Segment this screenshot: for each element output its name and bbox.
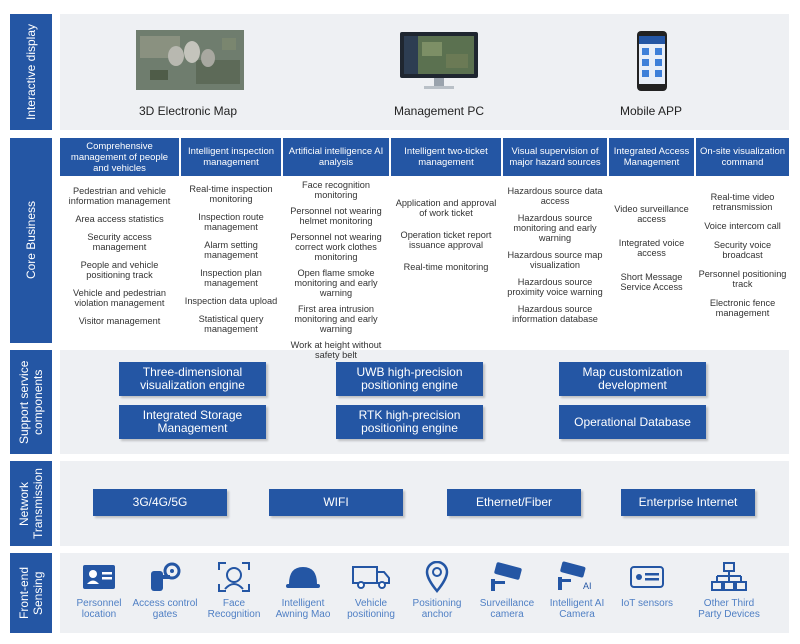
core-item: Statistical query management	[198, 314, 264, 334]
iot-tag-icon	[629, 565, 665, 589]
sensing-label: Surveillance camera	[479, 598, 535, 620]
core-item: Inspection route management	[198, 212, 264, 232]
core-item: First area intrusion monitoring and early warning	[294, 304, 378, 334]
core-column	[181, 138, 281, 343]
sensing-label: Intelligent AI Camera	[549, 598, 605, 620]
section-core	[10, 138, 52, 343]
section-interactive	[10, 14, 52, 130]
svg-text:AI: AI	[583, 581, 592, 591]
section-sensing	[10, 553, 52, 633]
sensing-device	[612, 560, 682, 609]
core-item: Voice intercom call	[704, 221, 781, 231]
support-component: RTK high-precision positioning engine	[336, 405, 483, 439]
core-column	[696, 138, 789, 343]
truck-icon	[351, 564, 391, 590]
sensing-label: IoT sensors	[620, 598, 674, 609]
network-option: 3G/4G/5G	[93, 489, 227, 516]
core-item: Real-time monitoring	[403, 262, 489, 272]
sensing-device	[64, 560, 134, 620]
support-component: UWB high-precision positioning engine	[336, 362, 483, 396]
core-item: Video surveillance access	[614, 204, 689, 224]
core-column-title: On-site visualization command	[696, 138, 789, 176]
core-item: People and vehicle positioning track	[80, 260, 159, 280]
sensing-label: Other Third Party Devices	[698, 598, 760, 620]
sensing-device	[402, 560, 472, 620]
core-item: Hazardous source information database	[512, 304, 598, 324]
display-pc-label: Management PC	[393, 104, 485, 118]
display-map-label: 3D Electronic Map	[138, 104, 238, 118]
sensing-device	[199, 560, 269, 620]
section-label: Interactive display	[24, 23, 38, 121]
core-item: Personnel not wearing helmet monitoring	[290, 206, 382, 226]
sensing-device	[336, 560, 406, 620]
core-item: Personnel positioning track	[698, 269, 787, 289]
support-component: Map customization development	[559, 362, 706, 396]
sensing-device	[694, 560, 764, 620]
sensing-device	[268, 560, 338, 620]
ai-camera-icon	[555, 561, 599, 593]
core-item: Alarm setting management	[204, 240, 258, 260]
core-item: Vehicle and pedestrian violation management	[73, 288, 166, 308]
core-item: Electronic fence management	[709, 298, 776, 318]
sensing-label: Face Recognition	[207, 598, 261, 620]
sensing-device	[472, 560, 542, 620]
core-column-title: Artificial intelligence AI analysis	[283, 138, 389, 176]
sensing-device	[130, 560, 200, 620]
core-item: Real-time inspection monitoring	[189, 184, 273, 204]
core-column	[391, 138, 501, 343]
section-label: Support service components	[17, 360, 45, 444]
core-item: Security voice broadcast	[713, 240, 772, 260]
sensing-label: Personnel location	[76, 598, 122, 620]
support-component: Integrated Storage Management	[119, 405, 266, 439]
core-item: Pedestrian and vehicle information management	[68, 186, 171, 206]
core-column-title: Integrated Access Management	[609, 138, 694, 176]
network-option: WIFI	[269, 489, 403, 516]
network-option: Enterprise Internet	[621, 489, 755, 516]
network-tree-icon	[710, 561, 748, 593]
core-item: Visitor management	[78, 316, 161, 326]
core-column-title: Intelligent two-ticket management	[391, 138, 501, 176]
core-item: Security access management	[87, 232, 152, 252]
core-column	[60, 138, 179, 343]
core-item: Work at height without safety belt	[290, 340, 382, 360]
network-option: Ethernet/Fiber	[447, 489, 581, 516]
core-item: Application and approval of work ticket	[395, 198, 497, 218]
camera-icon	[487, 561, 527, 593]
support-component: Operational Database	[559, 405, 706, 439]
sensing-label: Vehicle positioning	[347, 598, 395, 620]
sensing-label: Positioning anchor	[412, 598, 462, 620]
mobile-app-icon	[636, 30, 668, 92]
core-column	[609, 138, 694, 343]
location-pin-icon	[423, 561, 451, 593]
core-item: Hazardous source proximity voice warning	[507, 277, 603, 297]
core-item: Area access statistics	[75, 214, 164, 224]
section-network	[10, 461, 52, 546]
section-support	[10, 350, 52, 454]
core-item: Short Message Service Access	[620, 272, 683, 292]
3d-map-image	[136, 30, 244, 90]
core-item: Inspection data upload	[184, 296, 278, 306]
section-label: Network Transmission	[17, 468, 45, 539]
access-gate-icon	[148, 561, 182, 593]
sensing-label: Intelligent Awning Mao	[275, 598, 331, 620]
core-column-title: Intelligent inspection management	[181, 138, 281, 176]
core-column	[503, 138, 607, 343]
core-item: Open flame smoke monitoring and early warning	[294, 268, 378, 298]
sensing-device	[542, 560, 612, 620]
core-column	[283, 138, 389, 360]
section-label: Core Business	[24, 201, 38, 280]
core-item: Inspection plan management	[200, 268, 262, 288]
helmet-icon	[285, 564, 321, 590]
display-mobile-label: Mobile APP	[619, 104, 683, 118]
core-item: Personnel not wearing correct work clothes monitoring	[290, 232, 382, 262]
core-item: Operation ticket report issuance approval	[400, 230, 492, 250]
core-item: Integrated voice access	[618, 238, 685, 258]
section-label: Front-end Sensing	[17, 566, 45, 620]
core-item: Hazardous source monitoring and early warning	[513, 213, 597, 243]
management-pc-icon	[398, 30, 480, 92]
core-item: Hazardous source data access	[507, 186, 603, 206]
support-component: Three-dimensional visualization engine	[119, 362, 266, 396]
core-column-title: Comprehensive management of people and vehicles	[60, 138, 179, 176]
core-item: Face recognition monitoring	[302, 180, 370, 200]
core-item: Hazardous source map visualization	[507, 250, 603, 270]
face-scan-icon	[217, 561, 251, 593]
core-item: Real-time video retransmission	[710, 192, 775, 212]
sensing-label: Access control gates	[132, 598, 198, 620]
id-card-icon	[82, 564, 116, 590]
core-column-title: Visual supervision of major hazard sources	[503, 138, 607, 176]
